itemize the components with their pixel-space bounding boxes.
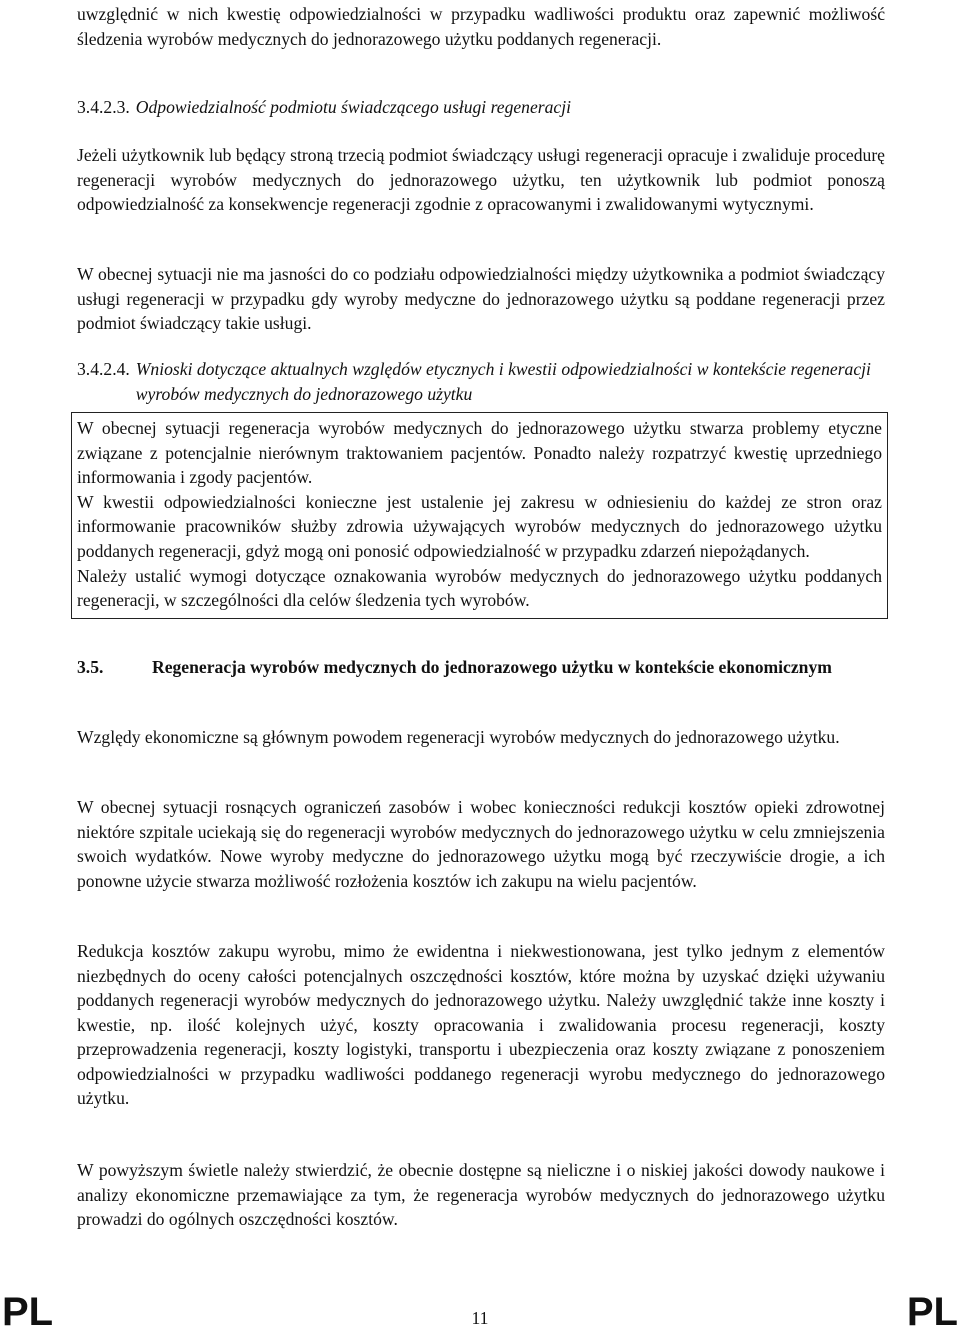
paragraph: Jeżeli użytkownik lub będący stroną trzecią podmiot świadczący usługi regeneracji opracuje i zwaliduje procedurę regeneracji wyrobów medycznych do jednorazowego użytku, ten użytkownik lub podmiot ponoszą odpowiedzialność za konsekwencje regeneracji zgodnie z opracowanymi i zwalidowanymi wytycznymi. bbox=[77, 145, 885, 214]
footer-language-label-left: PL bbox=[2, 1290, 54, 1334]
paragraph: Względy ekonomiczne są głównym powodem regeneracji wyrobów medycznych do jednorazowego użytku. bbox=[77, 727, 840, 747]
section-title: Odpowiedzialność podmiotu świadczącego usługi regeneracji bbox=[135, 97, 572, 117]
paragraph: W powyższym świetle należy stwierdzić, że obecnie dostępne są nieliczne i o niskiej jakości dowody naukowe i analizy ekonomiczne przemawiające za tym, że regeneracja wyrobów medycznych do jednorazowego użytku prowadzi do ogólnych oszczędności kosztów. bbox=[77, 1160, 885, 1229]
box-paragraph: W kwestii odpowiedzialności konieczne jest ustalenie jej zakresu w odniesieniu do każdej ze stron oraz informowanie pracowników służby zdrowia używających wyrobów medycznych do jednorazowego użytku poddanych regeneracji, gdyż mogą oni ponosić odpowiedzialność w przypadku zdarzeń niepożądanych. bbox=[77, 491, 882, 561]
page-number: 11 bbox=[471, 1308, 489, 1328]
paragraph: Redukcja kosztów zakupu wyrobu, mimo że ewidentna i niekwestionowana, jest tylko jednym z elementów niezbędnych do oceny całości potencjalnych oszczędności kosztów, które można by uzyskać dzięki używaniu poddanych regeneracji wyrobów medycznych do jednorazowego użytku. Należy uwzględnić także inne koszty i kwestie, np. ilość kolejnych użyć, koszty opracowania i zwalidowania procesu regeneracji, koszty przeprowadzenia regeneracji, koszty logistyki, transportu i ubezpieczenia oraz koszty związane z ponoszeniem odpowiedzialności w przypadku wadliwości poddanego regeneracji wyrobu medycznego do jednorazowego użytku. bbox=[77, 941, 885, 1108]
section-title: Regeneracja wyrobów medycznych do jednorazowego użytku w kontekście ekonomicznym bbox=[152, 657, 832, 677]
paragraph: W obecnej sytuacji nie ma jasności do co podziału odpowiedzialności między użytkownika a podmiot świadczący usługi regeneracji w przypadku gdy wyroby medyczne do jednorazowego użytku są poddane regeneracji przez podmiot świadczący takie usługi. bbox=[77, 264, 885, 333]
paragraph: W obecnej sytuacji rosnących ograniczeń zasobów i wobec konieczności redukcji kosztów opieki zdrowotnej niektóre szpitale uciekają się do regeneracji wyrobów medycznych do jednorazowego użytku w celu zmniejszenia swoich wydatków. Nowe wyroby medyczne do jednorazowego użytku mogą być rzeczywiście drogie, a ich ponowne użycie stwarza możliwość rozłożenia kosztów ich zakupu na wielu pacjentów. bbox=[77, 797, 885, 891]
footer-language-label-right: PL bbox=[906, 1290, 958, 1334]
box-paragraph: W obecnej sytuacji regeneracja wyrobów medycznych do jednorazowego użytku stwarza problemy etyczne związane z potencjalnie nierównym traktowaniem pacjentów. Ponadto należy rozpatrzyć kwestię uprzedniego informowania i zgody pacjentów. bbox=[77, 418, 882, 488]
section-number: 3.5. bbox=[77, 657, 104, 677]
section-number: 3.4.2.3. bbox=[77, 97, 130, 117]
conclusions-box bbox=[71, 412, 888, 619]
box-paragraph: Należy ustalić wymogi dotyczące oznakowania wyrobów medycznych do jednorazowego użytku poddanych regeneracji, w szczególności dla celów śledzenia tych wyrobów. bbox=[77, 565, 882, 611]
intro-paragraph: uwzględnić w nich kwestię odpowiedzialności w przypadku wadliwości produktu oraz zapewnić możliwość śledzenia wyrobów medycznych do jednorazowego użytku poddanych regeneracji. bbox=[77, 4, 885, 49]
section-title: Wnioski dotyczące aktualnych względów etycznych i kwestii odpowiedzialności w kontekście regeneracji wyrobów medycznych do jednorazowego użytku bbox=[135, 359, 871, 404]
section-3-4-2-3-heading bbox=[77, 95, 885, 120]
section-3-5-heading bbox=[77, 655, 885, 680]
section-3-4-2-4-heading bbox=[77, 357, 885, 406]
section-number: 3.4.2.4. bbox=[77, 359, 130, 379]
